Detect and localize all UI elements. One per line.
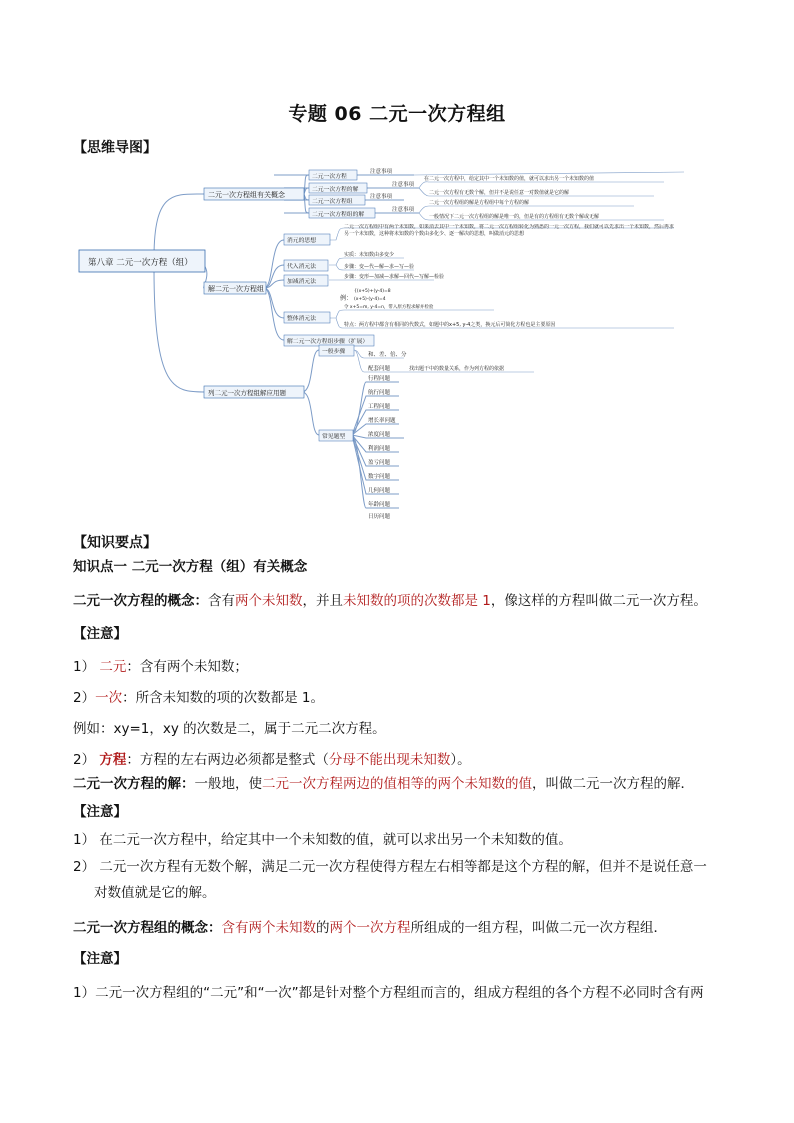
concept-item: 二元一次方程 <box>312 174 347 180</box>
type-item: 盈亏问题 <box>368 460 391 466</box>
highlight: 方程 <box>99 752 127 768</box>
substitution-line: 步骤：变—代—解—求—写—验 <box>344 264 415 270</box>
solve-steps: 解二元一次方程组步骤（扩展） <box>287 339 369 345</box>
text: 二元一次方程有无数个解，满足二元一次方程使得方程左右相等都是这个方程的解，但并不是说任意一 <box>99 859 707 875</box>
concept-note: 注意事项 <box>370 169 393 175</box>
highlight: 含有两个未知数 <box>221 920 316 936</box>
type-item: 数字问题 <box>368 474 391 480</box>
type-item: 工程问题 <box>368 404 391 410</box>
concept-detail: 二元一次方程有无数个解，但并不是说任意一对数值就是它的解 <box>429 190 570 196</box>
text: ：含有两个未知数； <box>126 659 248 675</box>
type-item: 增长率问题 <box>368 418 396 424</box>
text: 含有 <box>208 593 235 609</box>
note-item <box>73 856 733 878</box>
text: 在二元一次方程中，给定其中一个未知数的值，就可以求出另一个未知数的值。 <box>99 832 572 848</box>
branch-solve: 解二元一次方程组 <box>208 285 264 293</box>
kp1-heading: 知识点一 二元一次方程（组）有关概念 <box>73 559 308 575</box>
note-heading: 【注意】 <box>73 626 127 642</box>
note-item <box>73 656 733 678</box>
knowledge-heading: 【知识要点】 <box>73 535 157 551</box>
num: 2） <box>73 690 96 706</box>
num: 2） <box>73 752 96 768</box>
example-equation: {(x+5)+(y-4)=8 <box>354 289 391 294</box>
method-elimination-idea: 消元的思想 <box>287 238 316 244</box>
type-item: 日历问题 <box>368 514 391 520</box>
method-substitution: 代入消元法 <box>287 264 316 270</box>
highlight: 分母不能出现未知数 <box>328 752 451 768</box>
text: 一般地，使 <box>194 776 262 792</box>
concept-item: 二元一次方程组的解 <box>312 212 365 218</box>
text: ）。 <box>450 752 471 768</box>
text: 所组成的一组方程，叫做二元一次方程组． <box>410 920 667 936</box>
note-item <box>73 829 733 851</box>
num: 1） <box>73 832 96 848</box>
whole-line: 特点：两方程中都含有相同的代数式，如题中的x+5, y-4之类，换元后可简化方程也是主要原因 <box>344 322 556 328</box>
branch-concepts: 二元一次方程组有关概念 <box>208 191 285 199</box>
definition-equation <box>73 590 733 612</box>
method-whole: 整体消元法 <box>287 316 316 322</box>
type-item: 浓度问题 <box>368 432 391 438</box>
example-equation: (x+5)-(y-4)=4 <box>354 297 386 302</box>
concept-item: 二元一次方程组 <box>312 199 353 205</box>
type-item: 年龄问题 <box>368 502 391 508</box>
text: 的 <box>316 920 330 936</box>
method-addition: 加减消元法 <box>287 279 316 285</box>
text: ：所含未知数的项的次数都是 1。 <box>122 690 324 706</box>
highlight: 一次 <box>95 690 123 706</box>
def-term: 二元一次方程的解： <box>73 776 195 792</box>
general-steps: 一般步骤 <box>322 349 346 355</box>
definition-system <box>73 917 733 939</box>
concept-detail: 在二元一次方程中，给定其中一个未知数的值，就可以求出另一个未知数的值 <box>424 176 595 182</box>
concept-note: 注意事项 <box>392 182 415 188</box>
num: 2） <box>73 859 96 875</box>
mindmap-heading: 【思维导图】 <box>73 140 157 156</box>
whole-line: 令 x+5=m, y-4=n，带入原方程求解并检验 <box>344 305 434 310</box>
highlight: 二元 <box>99 659 127 675</box>
general-item: 和、差、倍、分 <box>368 352 407 358</box>
text: ，像这样的方程叫做二元一次方程。 <box>490 593 707 609</box>
note-item <box>73 687 733 709</box>
concept-detail: 一般情况下二元一次方程组的解是唯一的，但是有的方程组有无数个解或无解 <box>429 214 600 220</box>
num: 1） <box>73 659 96 675</box>
concept-item: 二元一次方程的解 <box>312 187 359 193</box>
general-item: 配套问题 <box>368 366 391 372</box>
mind-map-root: 第八章 二元一次方程（组） <box>88 258 193 268</box>
highlight: 两个未知数 <box>235 593 303 609</box>
note-item <box>73 749 733 771</box>
type-item: 利润问题 <box>368 446 391 452</box>
text: ，叫做二元一次方程的解． <box>532 776 694 792</box>
general-note: 找出题干中的数量关系，作为列方程的依据 <box>409 366 505 372</box>
def-term: 二元一次方程组的概念： <box>73 920 222 936</box>
note-item-cont: 对数值就是它的解。 <box>94 885 216 901</box>
addition-line: 步骤：变形—加减—求解—回代—写解—检验 <box>344 274 445 280</box>
note-heading: 【注意】 <box>73 951 127 967</box>
page-title: 专题 06 二元一次方程组 <box>288 103 506 125</box>
type-item: 行程问题 <box>368 376 391 382</box>
branch-application: 列二元一次方程组解应用题 <box>208 389 286 397</box>
highlight: 两个一次方程 <box>329 920 411 936</box>
text: ：方程的左右两边必须都是整式（ <box>126 752 329 768</box>
example-label: 例： <box>340 295 353 302</box>
text: ，并且 <box>302 593 343 609</box>
common-types: 常见题型 <box>322 434 346 440</box>
concept-detail: 二元一次方程组的解是方程组中每个方程的解 <box>429 200 530 206</box>
note-item: 1）二元一次方程组的“二元”和“一次”都是针对整个方程组而言的，组成方程组的各个方程不必同时含有两 <box>73 985 704 1001</box>
concept-note: 注意事项 <box>392 207 415 213</box>
note-heading: 【注意】 <box>73 804 127 820</box>
method-elimination-text: 二元一次方程组中有两个未知数，如果消去其中一个未知数，将二元一次方程组转化为熟悉的一元一次方程，我们就可以先求出一个未知数，然后再求另一个未知数，这种将未知数的个数由多化少、逐一解决的思想，叫做消元的思想 <box>344 224 674 237</box>
def-term: 二元一次方程的概念： <box>73 593 208 609</box>
concept-note: 注意事项 <box>370 194 393 200</box>
example-text: 例如：xy=1，xy 的次数是二，属于二元二次方程。 <box>73 721 386 737</box>
type-item: 航行问题 <box>368 390 391 396</box>
definition-solution <box>73 773 733 795</box>
substitution-line: 实质：未知数由多变少 <box>344 252 395 258</box>
mind-map-svg <box>74 150 714 520</box>
type-item: 几何问题 <box>368 488 391 494</box>
mind-map <box>74 150 714 520</box>
highlight: 二元一次方程两边的值相等的两个未知数的值 <box>262 776 532 792</box>
highlight: 未知数的项的次数都是 1 <box>343 593 491 609</box>
